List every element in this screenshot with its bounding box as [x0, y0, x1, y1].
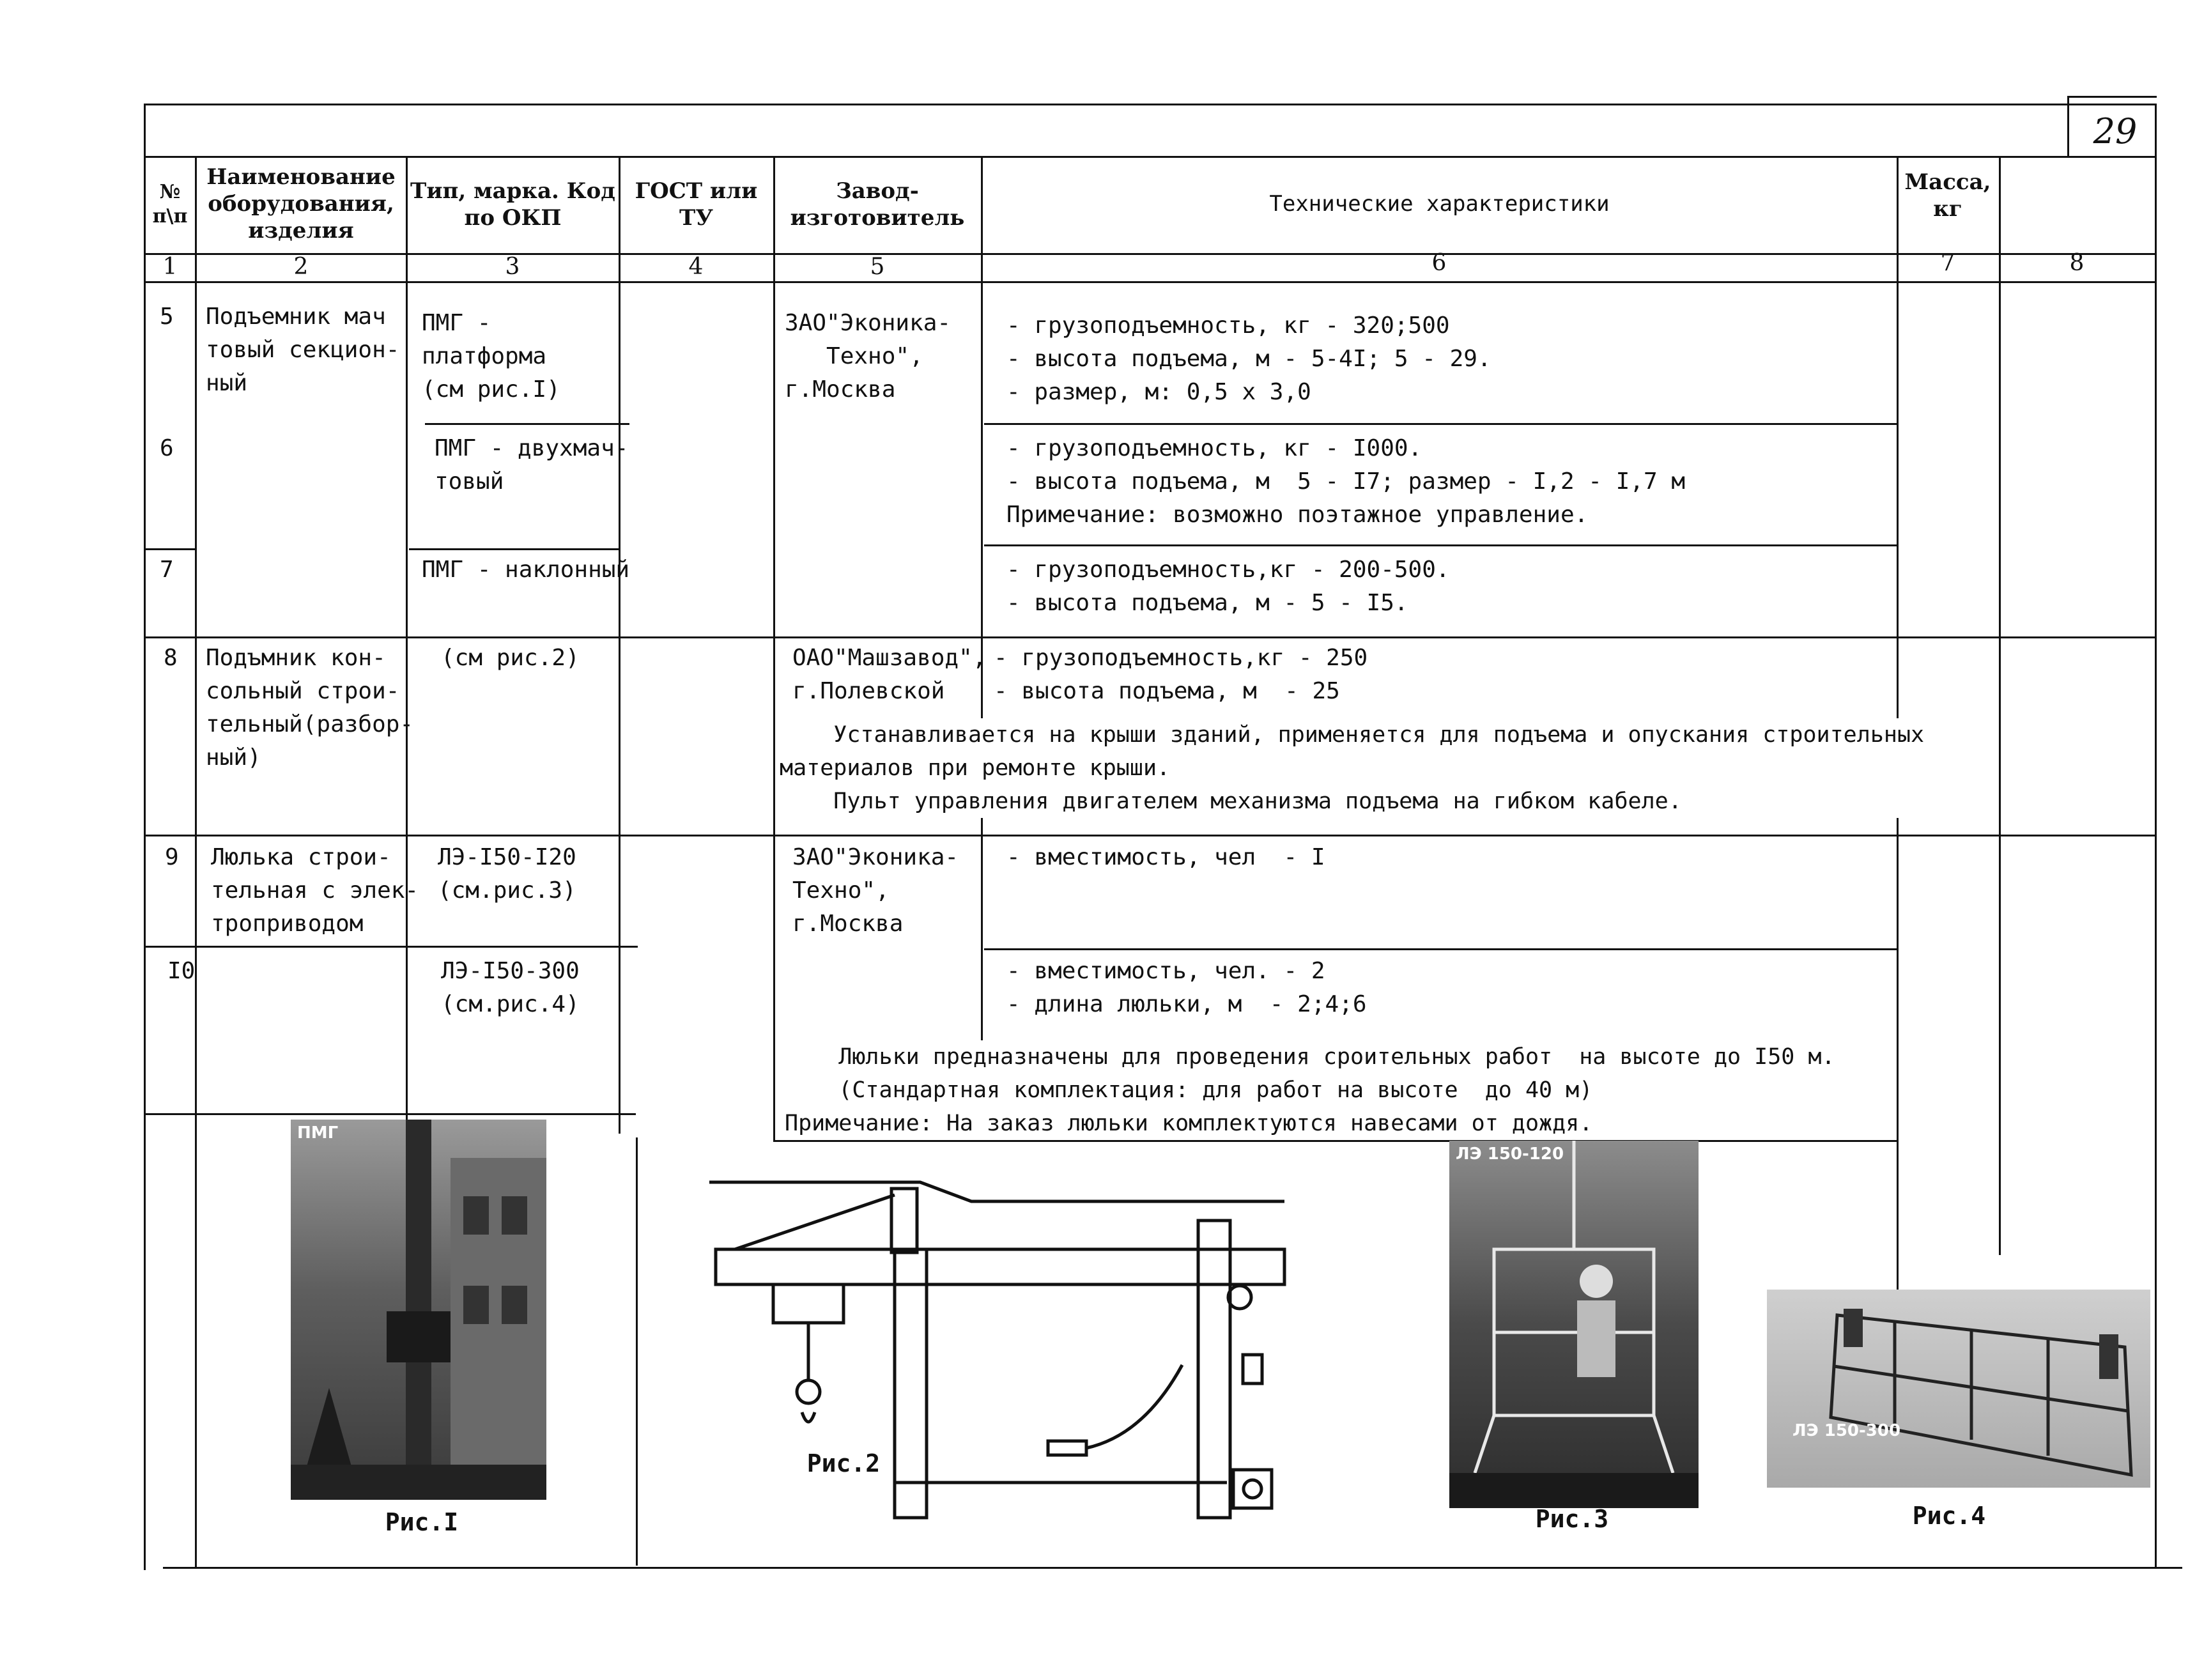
pagenum-box-left — [2067, 96, 2069, 157]
row-sep-6-7-specs — [984, 544, 1898, 546]
colnum-2: 2 — [293, 254, 309, 280]
row6-specs: - грузоподъемность, кг - I000. - высота подъема, м 5 - I7; размер - I,2 - I,7 м Примечание: возможно поэтажное управление. — [1006, 435, 1686, 528]
header-specs: Технические характеристики — [1269, 191, 1610, 217]
row8-maker: ОАО"Машзавод", г.Полевской — [792, 645, 987, 704]
row5-name: Подъемник мач товый секцион- ный — [206, 304, 400, 396]
header-mass: Масса, кг — [1904, 169, 1991, 222]
pagenum-box-top — [2067, 96, 2157, 98]
row-sep-10-figures — [144, 1113, 636, 1115]
figure4-photo — [1767, 1290, 2150, 1488]
row5-type: ПМГ - платформа (см рис.I) — [422, 310, 560, 403]
long-cradle-illustration — [1767, 1290, 2150, 1488]
row8-name: Подъмник кон- сольный строи- тельный(разбор- ный) — [206, 645, 414, 771]
row9-specs: - вместимость, чел - I — [1006, 844, 1325, 870]
row5-maker: ЗАО"Эконика- Техно", г.Москва — [785, 310, 952, 403]
header-maker: Завод-изготовитель — [790, 178, 965, 231]
row-sep-6-7-type — [409, 548, 620, 550]
row6-no: 6 — [160, 435, 174, 461]
row10-specs: - вместимость, чел. - 2 - длина люльки, м - 2;4;6 — [1006, 958, 1367, 1017]
row10-note: Люльки предназначены для проведения сроительных работ на высоте до I50 м. (Стандартная комплектация: для работ на высоте до 40 м) Примечание: На заказ люльки комплектуются навесами от дождя. — [785, 1040, 1835, 1140]
row9-name: Люлька строи- тельная с элек- троприводом — [211, 844, 419, 937]
colnum-6: 6 — [1431, 250, 1447, 276]
col-divider-3b — [636, 1137, 638, 1566]
page-number: 29 — [2093, 111, 2138, 151]
header-type: Тип, марка. Код по ОКП — [410, 178, 615, 231]
row9-no: 9 — [165, 844, 179, 870]
figure1-label: ПМГ — [297, 1123, 339, 1143]
mast-lift-illustration — [291, 1120, 546, 1500]
row-sep-5-6-specs — [984, 423, 1898, 425]
figure4-label: ЛЭ 150-300 — [1792, 1421, 1901, 1440]
row7-no: 7 — [160, 557, 174, 583]
row8-no: 8 — [164, 645, 178, 671]
figure4-caption: Рис.4 — [1912, 1502, 1986, 1530]
cradle-illustration — [1449, 1141, 1699, 1508]
figure1-photo — [291, 1120, 546, 1500]
colnum-4: 4 — [688, 254, 704, 280]
header-gost: ГОСТ или ТУ — [635, 178, 758, 231]
row-sep-7-8 — [146, 636, 2155, 638]
row7-specs: - грузоподъемность,кг - 200-500. - высота подъема, м - 5 - I5. — [1006, 557, 1450, 616]
row7-type: ПМГ - наклонный — [422, 557, 630, 583]
row9-maker: ЗАО"Эконика- Техно", г.Москва — [792, 844, 959, 937]
row-sep-6-7-no — [146, 548, 197, 550]
row8-note: Устанавливается на крыши зданий, применяется для подъема и опускания строительных материалов при ремонте крыши. Пульт управления двигателем механизма подъема на гибком кабеле. — [780, 718, 1924, 818]
header-no: № п\п — [152, 181, 188, 227]
row-sep-9-10-left — [146, 946, 638, 948]
figure3-label: ЛЭ 150-120 — [1456, 1144, 1564, 1164]
colnum-5: 5 — [870, 254, 885, 280]
colnum-7: 7 — [1940, 250, 1955, 276]
figure3-photo — [1449, 1141, 1699, 1508]
header-name: Наименование оборудования, изделия — [206, 164, 396, 243]
row5-no: 5 — [160, 304, 174, 330]
colnum-1: 1 — [162, 254, 178, 280]
colnum-bottom-line — [144, 281, 2157, 283]
row-sep-5-6-type — [425, 423, 629, 425]
row-sep-10-figures-right — [773, 1140, 1898, 1142]
row8-specs: - грузоподъемность,кг - 250 - высота подъема, м - 25 — [994, 645, 1368, 704]
colnum-8: 8 — [2069, 250, 2085, 276]
row8-type: (см рис.2) — [441, 645, 580, 671]
frame-bottom — [163, 1567, 2182, 1569]
frame-left — [144, 104, 146, 1570]
header-top-line — [144, 156, 2157, 158]
row9-type: ЛЭ-I50-I20 (см.рис.3) — [438, 844, 576, 904]
row-sep-8-9 — [146, 835, 2155, 836]
row10-type: ЛЭ-I50-300 (см.рис.4) — [441, 958, 580, 1017]
col-divider-3 — [619, 156, 620, 1134]
figure2-caption: Рис.2 — [806, 1449, 881, 1477]
row5-specs: - грузоподъемность, кг - 320;500 - высота подъема, м - 5-4I; 5 - 29. - размер, м: 0,5 х 3,0 — [1006, 312, 1491, 405]
col-divider-1 — [195, 156, 197, 1568]
colnum-3: 3 — [505, 254, 520, 280]
row6-type: ПМГ - двухмач- товый — [435, 435, 629, 495]
frame-top — [144, 104, 2157, 105]
col-divider-7 — [1999, 156, 2001, 1255]
row-sep-9-10-specs — [984, 948, 1898, 950]
col-divider-4 — [773, 156, 775, 1140]
figure1-caption: Рис.I — [385, 1508, 459, 1536]
figure3-caption: Рис.3 — [1535, 1505, 1609, 1533]
row10-no: I0 — [167, 958, 196, 984]
